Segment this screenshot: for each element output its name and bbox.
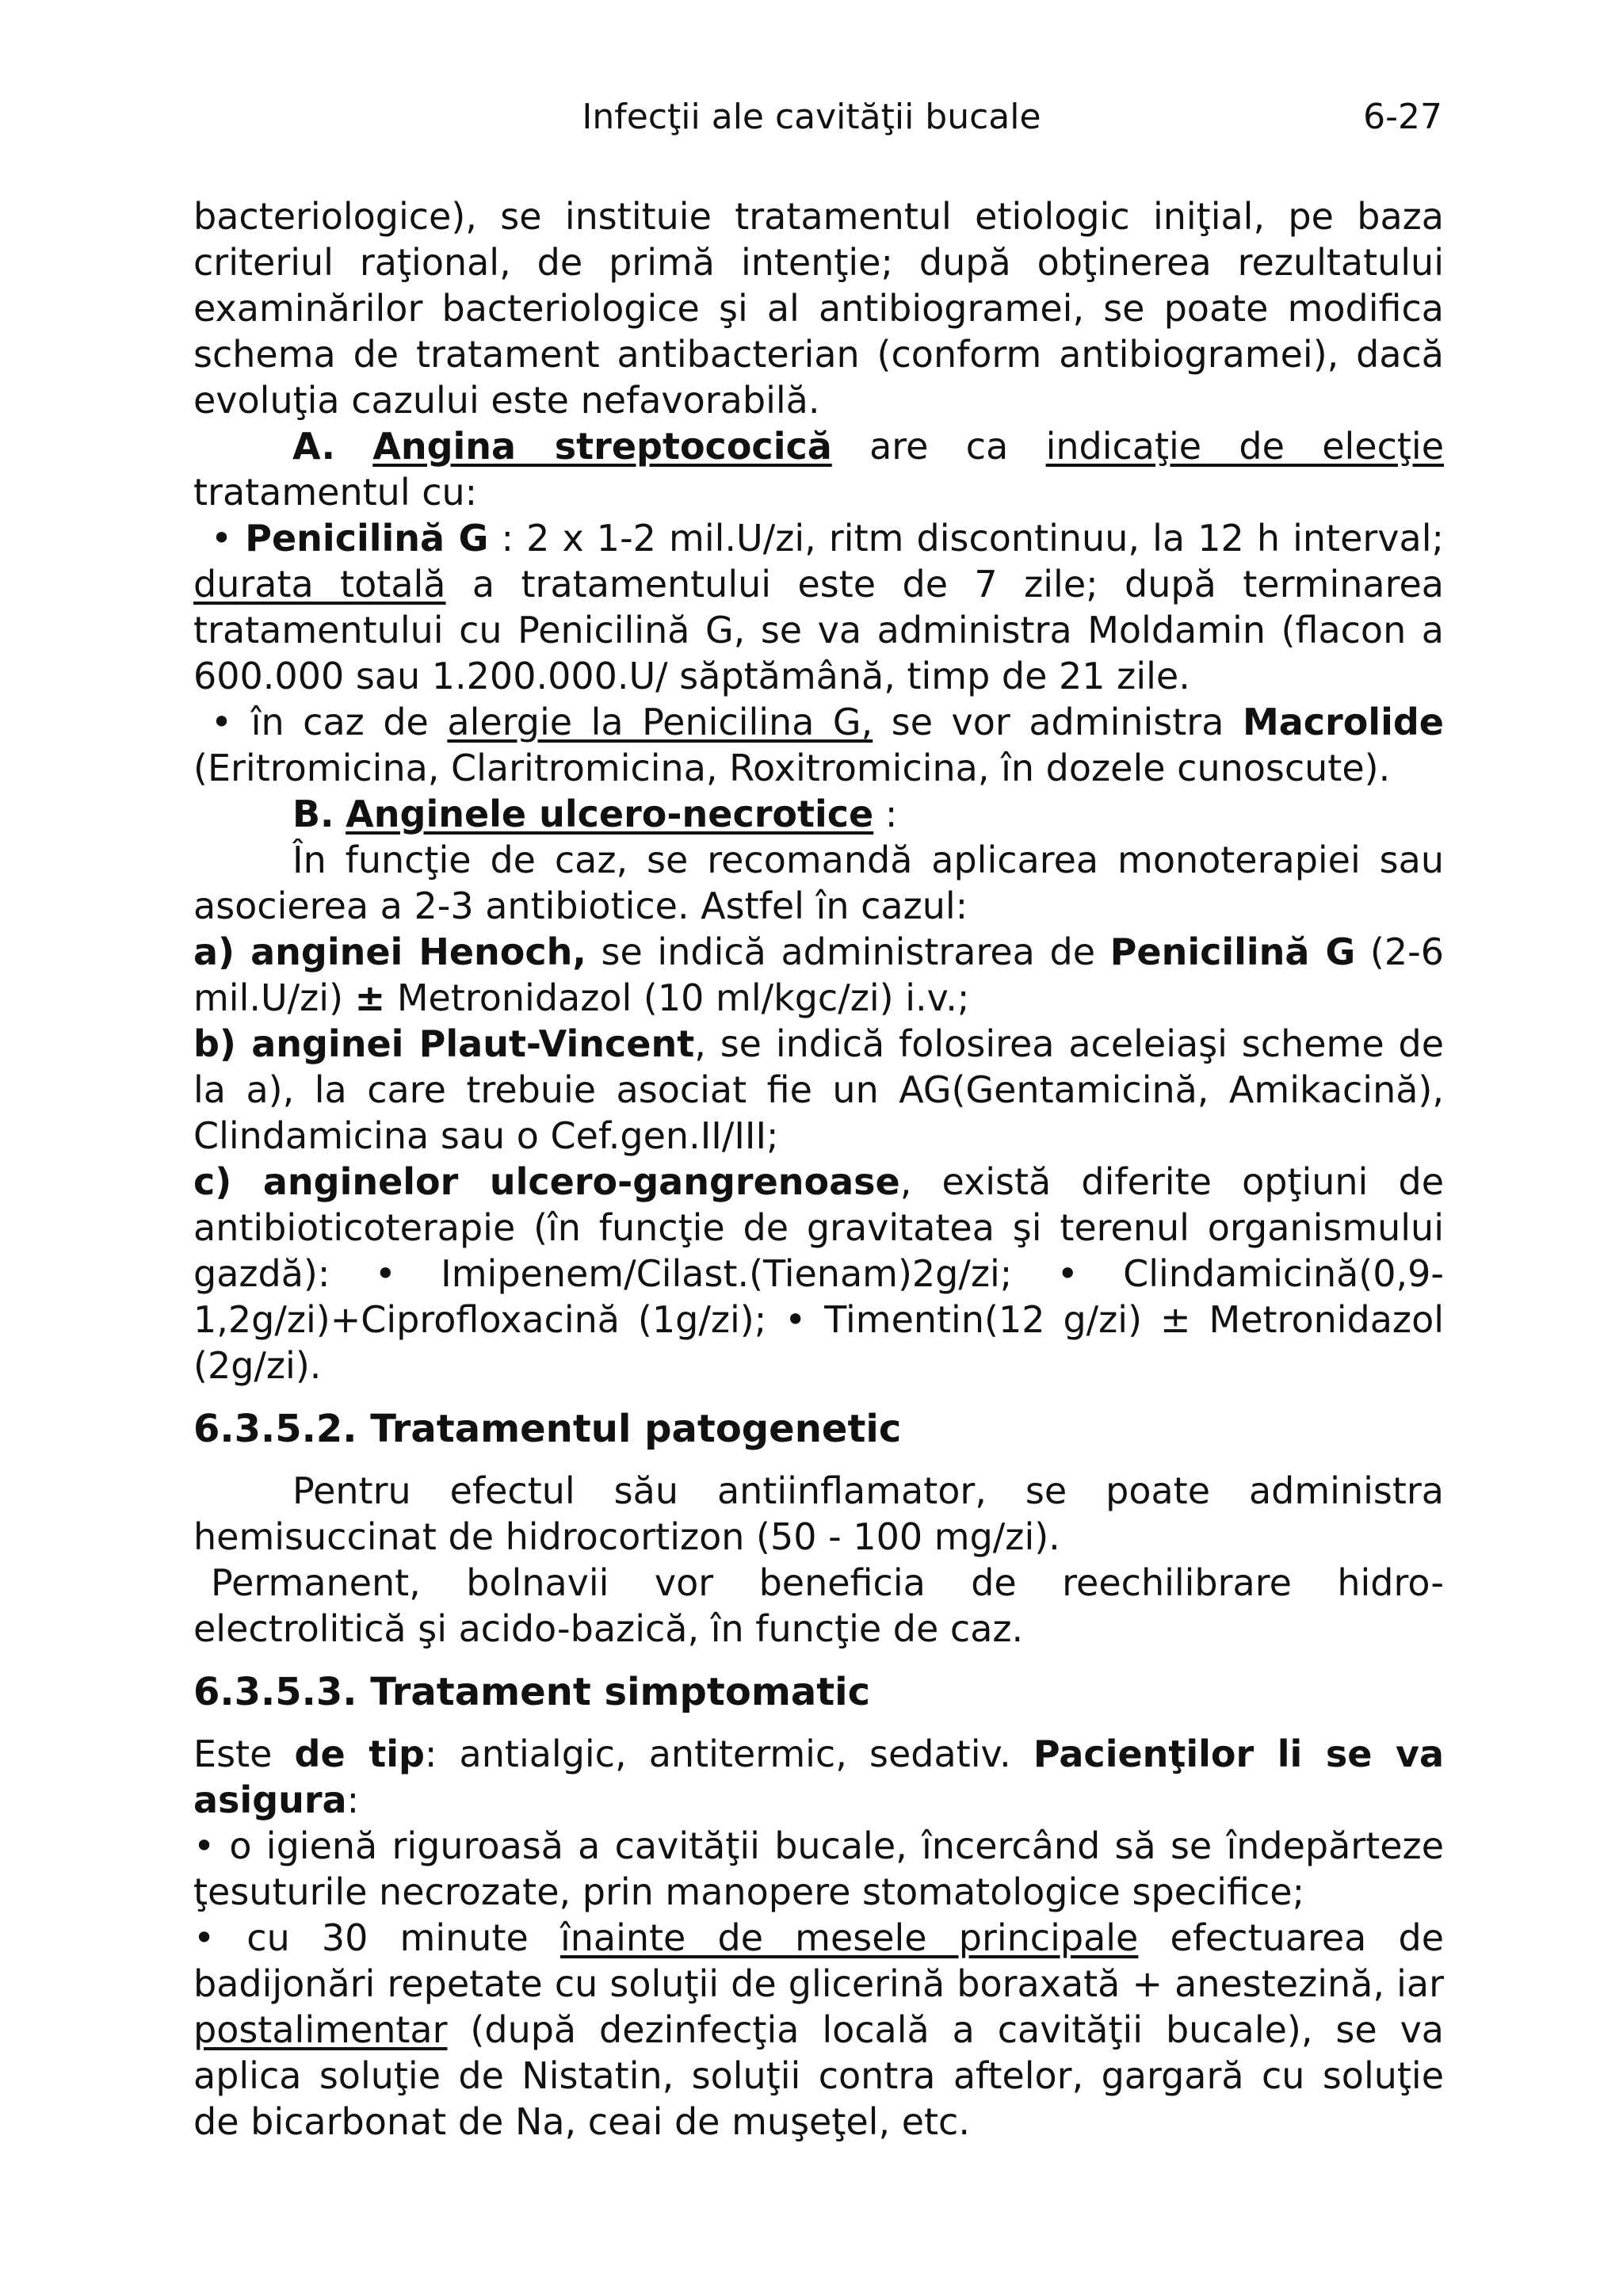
page-number: 6-27 xyxy=(1363,97,1442,137)
bullet-badijonari xyxy=(193,1915,1444,2145)
drug-name: Macrolide xyxy=(1242,701,1444,743)
plus-minus-symbol: ± xyxy=(354,976,386,1019)
section-b-text: : xyxy=(873,793,898,835)
item-b-label: b) anginei Plaut-Vincent xyxy=(193,1022,695,1065)
text-1: Este xyxy=(193,1733,295,1775)
bullet-allergy xyxy=(193,699,1444,791)
underlined-1: înainte de mesele principale xyxy=(559,1916,1139,1959)
bullet-icon: • xyxy=(211,701,251,743)
bullet-text-2: se vor administra xyxy=(873,701,1243,743)
paragraph-hydrocortisone: Pentru efectul său antiinflamator, se poate administra hemisuccinat de hidrocortizon (50 - 100 mg/zi). xyxy=(193,1469,1444,1558)
text-3: (după dezinfecţia locală a cavităţii bucale), se va aplica soluţie de Nistatin, soluţii contra aftelor, gargară cu soluţie de bicarbonat de Na, ceai de muşeţel, etc. xyxy=(193,2008,1444,2143)
text-3: : xyxy=(346,1778,360,1821)
text-2: : antialgic, antitermic, sedativ. xyxy=(424,1733,1033,1775)
bullet-icon: • xyxy=(211,517,246,560)
section-a-text-2: tratamentul cu: xyxy=(193,471,478,514)
item-b xyxy=(193,1021,1444,1159)
drug-name: Penicilină G xyxy=(245,517,489,560)
section-a-title: Angina streptococică xyxy=(372,425,832,468)
item-a xyxy=(193,929,1444,1021)
bullet-underlined: durata totală xyxy=(193,563,446,606)
bullet-text-1: : 2 x 1-2 mil.U/zi, ritm discontinuu, la 12 h interval; xyxy=(488,517,1444,560)
bullet-text-1: în caz de xyxy=(250,701,448,743)
item-c-label: c) anginelor ulcero-gangrenoase xyxy=(193,1160,900,1203)
bold-2: Pacienţilor li se va asigura xyxy=(193,1733,1445,1821)
bullet-text-2: a tratamentului este de 7 zile; după terminarea tratamentului cu Penicilină G, se va administra Moldamin (flacon a 600.000 sau 1.200.000.U/ săptămână, timp de 21 zile. xyxy=(193,563,1444,697)
underlined-2: postalimentar xyxy=(193,2008,448,2051)
text-2: efectuarea de badijonări repetate cu soluţii de glicerină boraxată + anestezină, iar xyxy=(193,1916,1444,2005)
paragraph-rebalancing: Permanent, bolnavii vor beneficia de reechilibrare hidro-electrolitică şi acido-bazică, în funcţie de caz. xyxy=(193,1561,1444,1650)
item-a-text-3: Metronidazol (10 ml/kgc/zi) i.v.; xyxy=(385,976,970,1019)
section-b-heading xyxy=(193,791,1444,837)
bullet-underlined: alergie la Penicilina G, xyxy=(447,701,873,743)
section-a-underlined: indicaţie de elecţie xyxy=(1045,425,1444,468)
paragraph-symptomatic xyxy=(193,1731,1444,1823)
running-header-title: Infecţii ale cavităţii bucale xyxy=(582,97,1041,137)
item-b-text: , se indică folosirea aceleiaşi scheme de la a), la care trebuie asociat fie un AG(Gentamicină, Amikacină), Clindamicina sau o Cef.gen.II/III; xyxy=(193,1022,1445,1157)
item-a-text-2: (2-6 mil.U/zi) xyxy=(193,930,1444,1019)
section-a-paragraph xyxy=(193,423,1444,515)
page-body xyxy=(193,193,1444,2145)
bullet-text-3: (Eritromicina, Claritromicina, Roxitromicina, în dozele cunoscute). xyxy=(193,747,1391,789)
section-b-title: Anginele ulcero-necrotice xyxy=(346,793,874,835)
section-a-letter: A. xyxy=(292,425,335,468)
section-b-letter: B. xyxy=(292,793,334,835)
text-1: • cu 30 minute xyxy=(193,1916,560,1959)
bullet-hygiene: • o igienă riguroasă a cavităţii bucale, încercând să se îndepărteze ţesuturile necrozate, prin manopere stomatologice specifice; xyxy=(193,1824,1444,1913)
section-a-text-1: are ca xyxy=(831,425,1046,468)
item-c xyxy=(193,1159,1444,1389)
bullet-penicillin xyxy=(193,515,1444,699)
item-a-text-1: se indică administrarea de xyxy=(586,930,1110,973)
section-heading-symptomatic: 6.3.5.3. Tratament simptomatic xyxy=(193,1670,871,1714)
item-a-label: a) anginei Henoch, xyxy=(193,930,586,973)
section-heading-pathogenetic: 6.3.5.2. Tratamentul patogenetic xyxy=(193,1407,902,1451)
drug-name: Penicilină G xyxy=(1109,930,1356,973)
paragraph-intro: bacteriologice), se instituie tratamentul etiologic iniţial, pe baza criteriul raţional, de primă intenţie; după obţinerea rezultatului examinărilor bacteriologice şi al antibiogramei, se poate modifica schema de tratament antibacterian (conform antibiogramei), dacă evoluţia cazului este nefavorabilă. xyxy=(193,195,1444,422)
section-b-paragraph: În funcţie de caz, se recomandă aplicarea monoterapiei sau asocierea a 2-3 antibiotice. Astfel în cazul: xyxy=(193,839,1444,927)
item-c-text: , există diferite opţiuni de antibioticoterapie (în funcţie de gravitatea şi terenul organismului gazdă): • Imipenem/Cilast.(Tienam)2g/zi; • Clindamicină(0,9-1,2g/zi)+Ciprofloxacină (1g/zi); • Timentin(12 g/zi) ± Metronidazol (2g/zi). xyxy=(193,1160,1444,1387)
bold-1: de tip xyxy=(294,1733,425,1775)
